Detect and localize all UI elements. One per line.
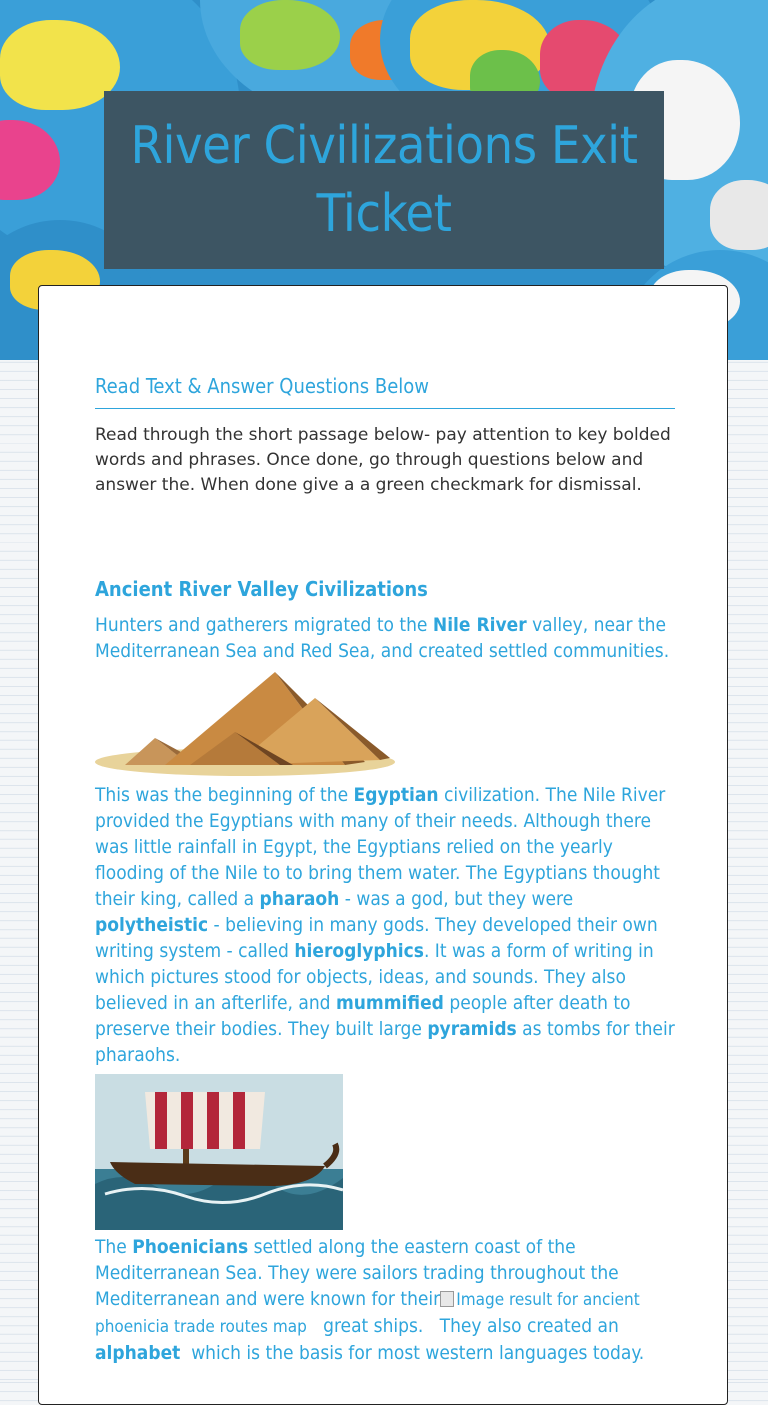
passage-heading: Ancient River Valley Civilizations	[95, 577, 428, 601]
phoenician-ship-image	[95, 1074, 343, 1230]
keyword-phoenicians: Phoenicians	[132, 1236, 249, 1258]
keyword-pyramids: pyramids	[427, 1018, 517, 1040]
content-card	[38, 285, 728, 1405]
keyword-polytheistic: polytheistic	[95, 914, 209, 936]
page-title: River Civilizations Exit Ticket	[130, 116, 638, 244]
passage-paragraph-phoenicia: The Phoenicians settled along the eastern coast of the Mediterranean Sea. They were sailors trading throughout the Mediterranean and were known for their Image result for ancient phoenicia trade routes map great ships. They also created an alphabet which is the basis for most western languages today.	[95, 1236, 645, 1364]
passage-paragraph-nile: Hunters and gatherers migrated to the Nile River valley, near the Mediterranean Sea and Red Sea, and created settled communities.	[95, 614, 670, 662]
keyword-mummified: mummified	[335, 992, 444, 1014]
broken-image-icon	[440, 1291, 454, 1307]
passage-paragraph-egypt: This was the beginning of the Egyptian civilization. The Nile River provided the Egyptians with many of their needs. Although there was little rainfall in Egypt, the Egyptians relied on the yearly flooding of the Nile to to bring them water. The Egyptians thought their king, called a pharaoh - was a god, but they were polytheistic - believing in many gods. They developed their own writing system - called hieroglyphics. It was a form of writing in which pictures stood for objects, ideas, and sounds. They also believed in an afterlife, and mummified people after death to preserve their bodies. They built large pyramids as tombs for their pharaohs.	[95, 784, 675, 1066]
keyword-hieroglyphics: hieroglyphics	[294, 940, 424, 962]
broken-image-trade-routes: Image result for ancient phoenicia trade routes map	[95, 1290, 640, 1337]
title-box	[104, 91, 664, 269]
keyword-nile-river: Nile River	[432, 614, 527, 636]
reading-passage	[95, 576, 675, 1366]
keyword-egyptian: Egyptian	[353, 784, 439, 806]
pyramids-image	[95, 670, 395, 780]
keyword-alphabet: alphabet	[95, 1342, 181, 1364]
section-heading: Read Text & Answer Questions Below	[95, 374, 675, 409]
keyword-pharaoh: pharaoh	[259, 888, 340, 910]
instructions-text: Read through the short passage below- pay attention to key bolded words and phrases. Once done, go through questions below and answer the. When done give a a green checkmark for dismissal.	[95, 425, 671, 495]
